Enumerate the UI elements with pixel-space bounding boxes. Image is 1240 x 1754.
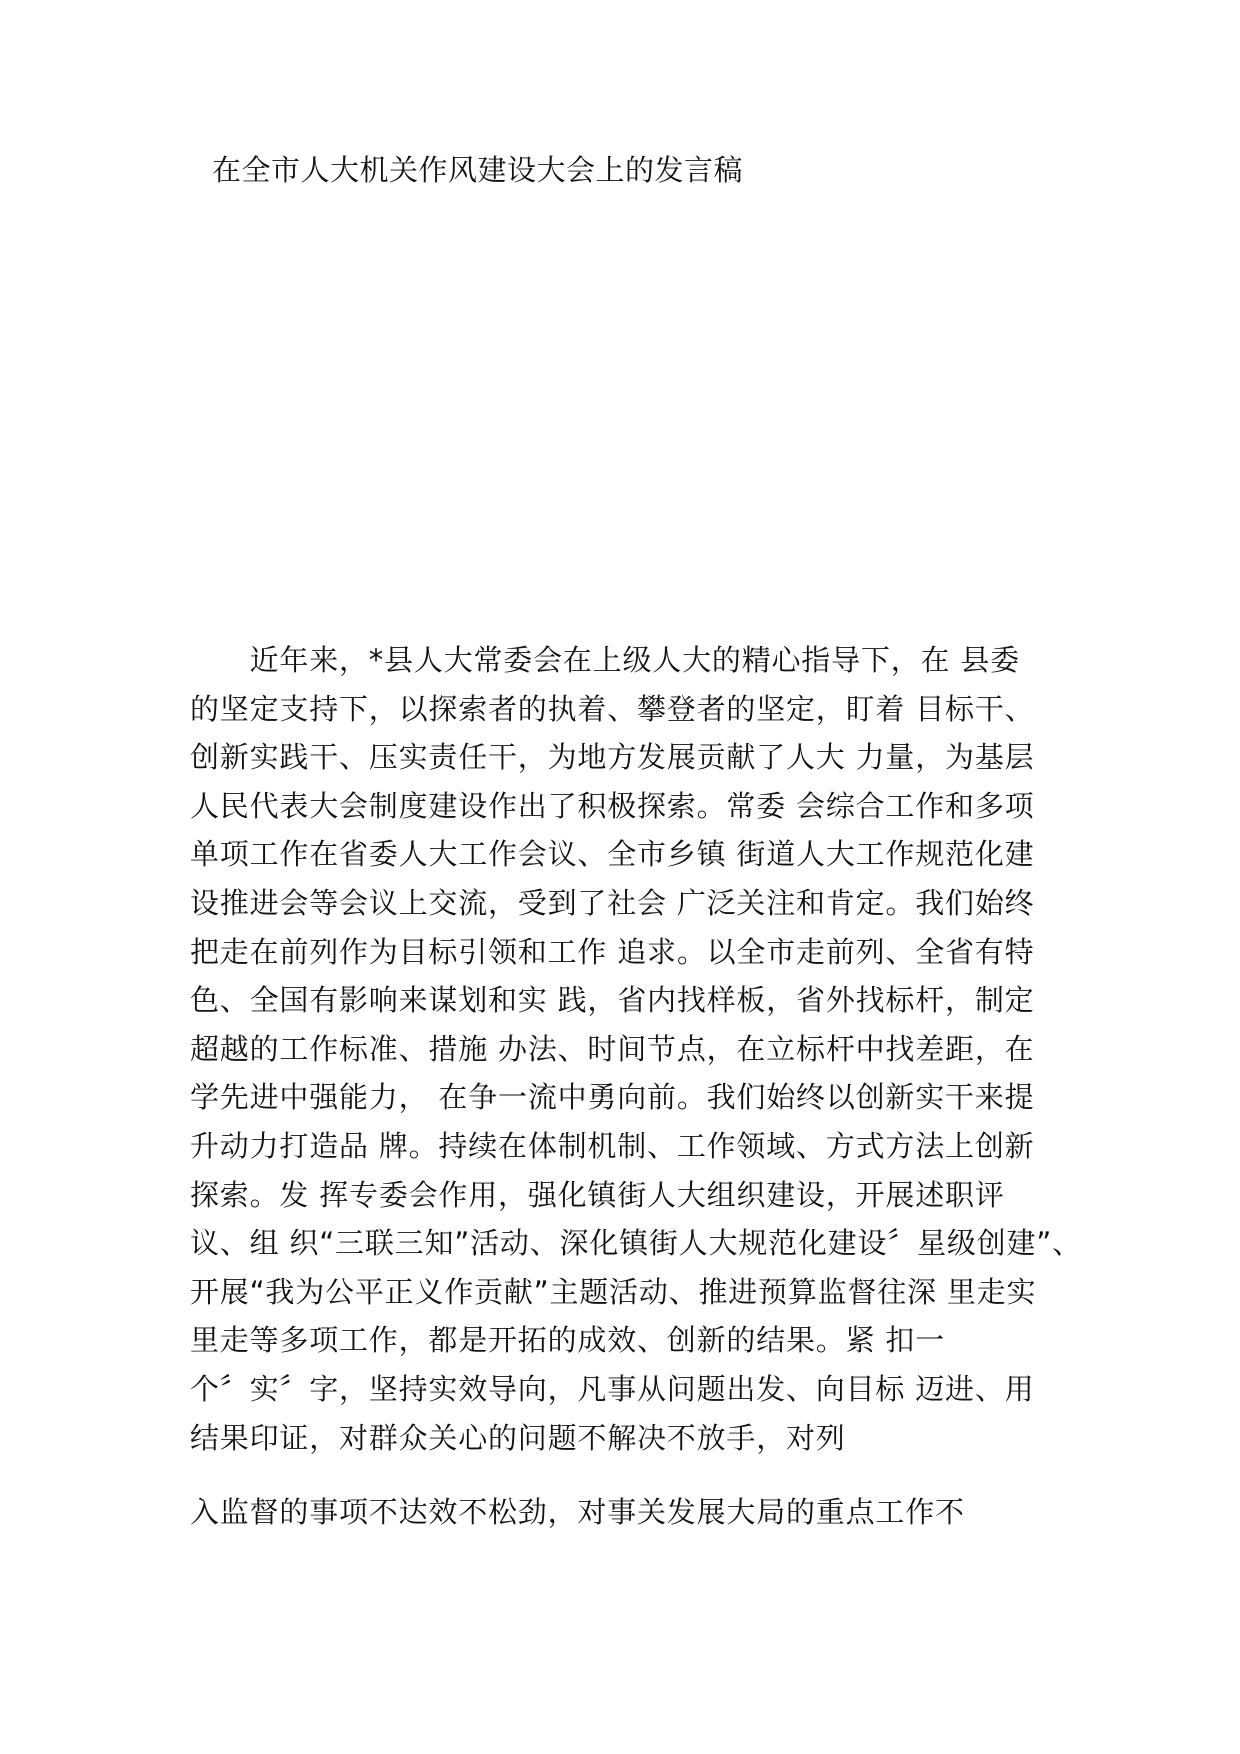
body-line: 个〞实〞字，坚持实效导向，凡事从问题出发、向目标 迈进、用	[190, 1371, 1035, 1406]
body-line: 创新实践干、压实责任干，为地方发展贡献了人大 力量，为基层	[190, 740, 1035, 775]
body-line: 单项工作在省委人大工作会议、全市乡镇 街道人大工作规范化建	[190, 837, 1035, 872]
body-line: 开展“我为公平正义作贡献”主题活动、推进预算监督往深 里走实	[190, 1274, 1037, 1309]
body-line: 色、全国有影响来谋划和实 践，省内找样板，省外找标杆，制定	[190, 983, 1035, 1018]
body-line: 议、组 织“三联三知”活动、深化镇街人大规范化建设〞星级创建”、	[190, 1226, 1082, 1261]
body-line: 结果印证，对群众关心的问题不解决不放手，对列	[190, 1420, 846, 1455]
document-title: 在全市人大机关作风建设大会上的发言稿	[212, 153, 744, 187]
body-line: 设推进会等会议上交流，受到了社会 广泛关注和肯定。我们始终	[190, 885, 1035, 920]
body-line: 近年来，*县人大常委会在上级人大的精心指导下，在 县委	[190, 643, 1020, 677]
body-line: 的坚定支持下，以探索者的执着、攀登者的坚定，盯着 目标干、	[190, 691, 1035, 726]
body-line: 人民代表大会制度建设作出了积极探索。常委 会综合工作和多项	[190, 788, 1035, 823]
body-line: 里走等多项工作，都是开拓的成效、创新的结果。紧 扣一	[190, 1323, 946, 1358]
body-line: 超越的工作标准、措施 办法、时间节点，在立标杆中找差距，在	[190, 1031, 1035, 1066]
body-line: 探索。发 挥专委会作用，强化镇街人大组织建设，开展述职评	[190, 1177, 1005, 1212]
body-line: 学先进中强能力， 在争一流中勇向前。我们始终以创新实干来提	[190, 1080, 1035, 1115]
body-text	[190, 636, 1082, 1537]
body-line: 升动力打造品 牌。持续在体制机制、工作领域、方式方法上创新	[190, 1128, 1035, 1163]
body-line-last: 入监督的事项不达效不松劲，对事关发展大局的重点工作不	[190, 1495, 965, 1530]
body-line: 把走在前列作为目标引领和工作 追求。以全市走前列、全省有特	[190, 934, 1035, 969]
